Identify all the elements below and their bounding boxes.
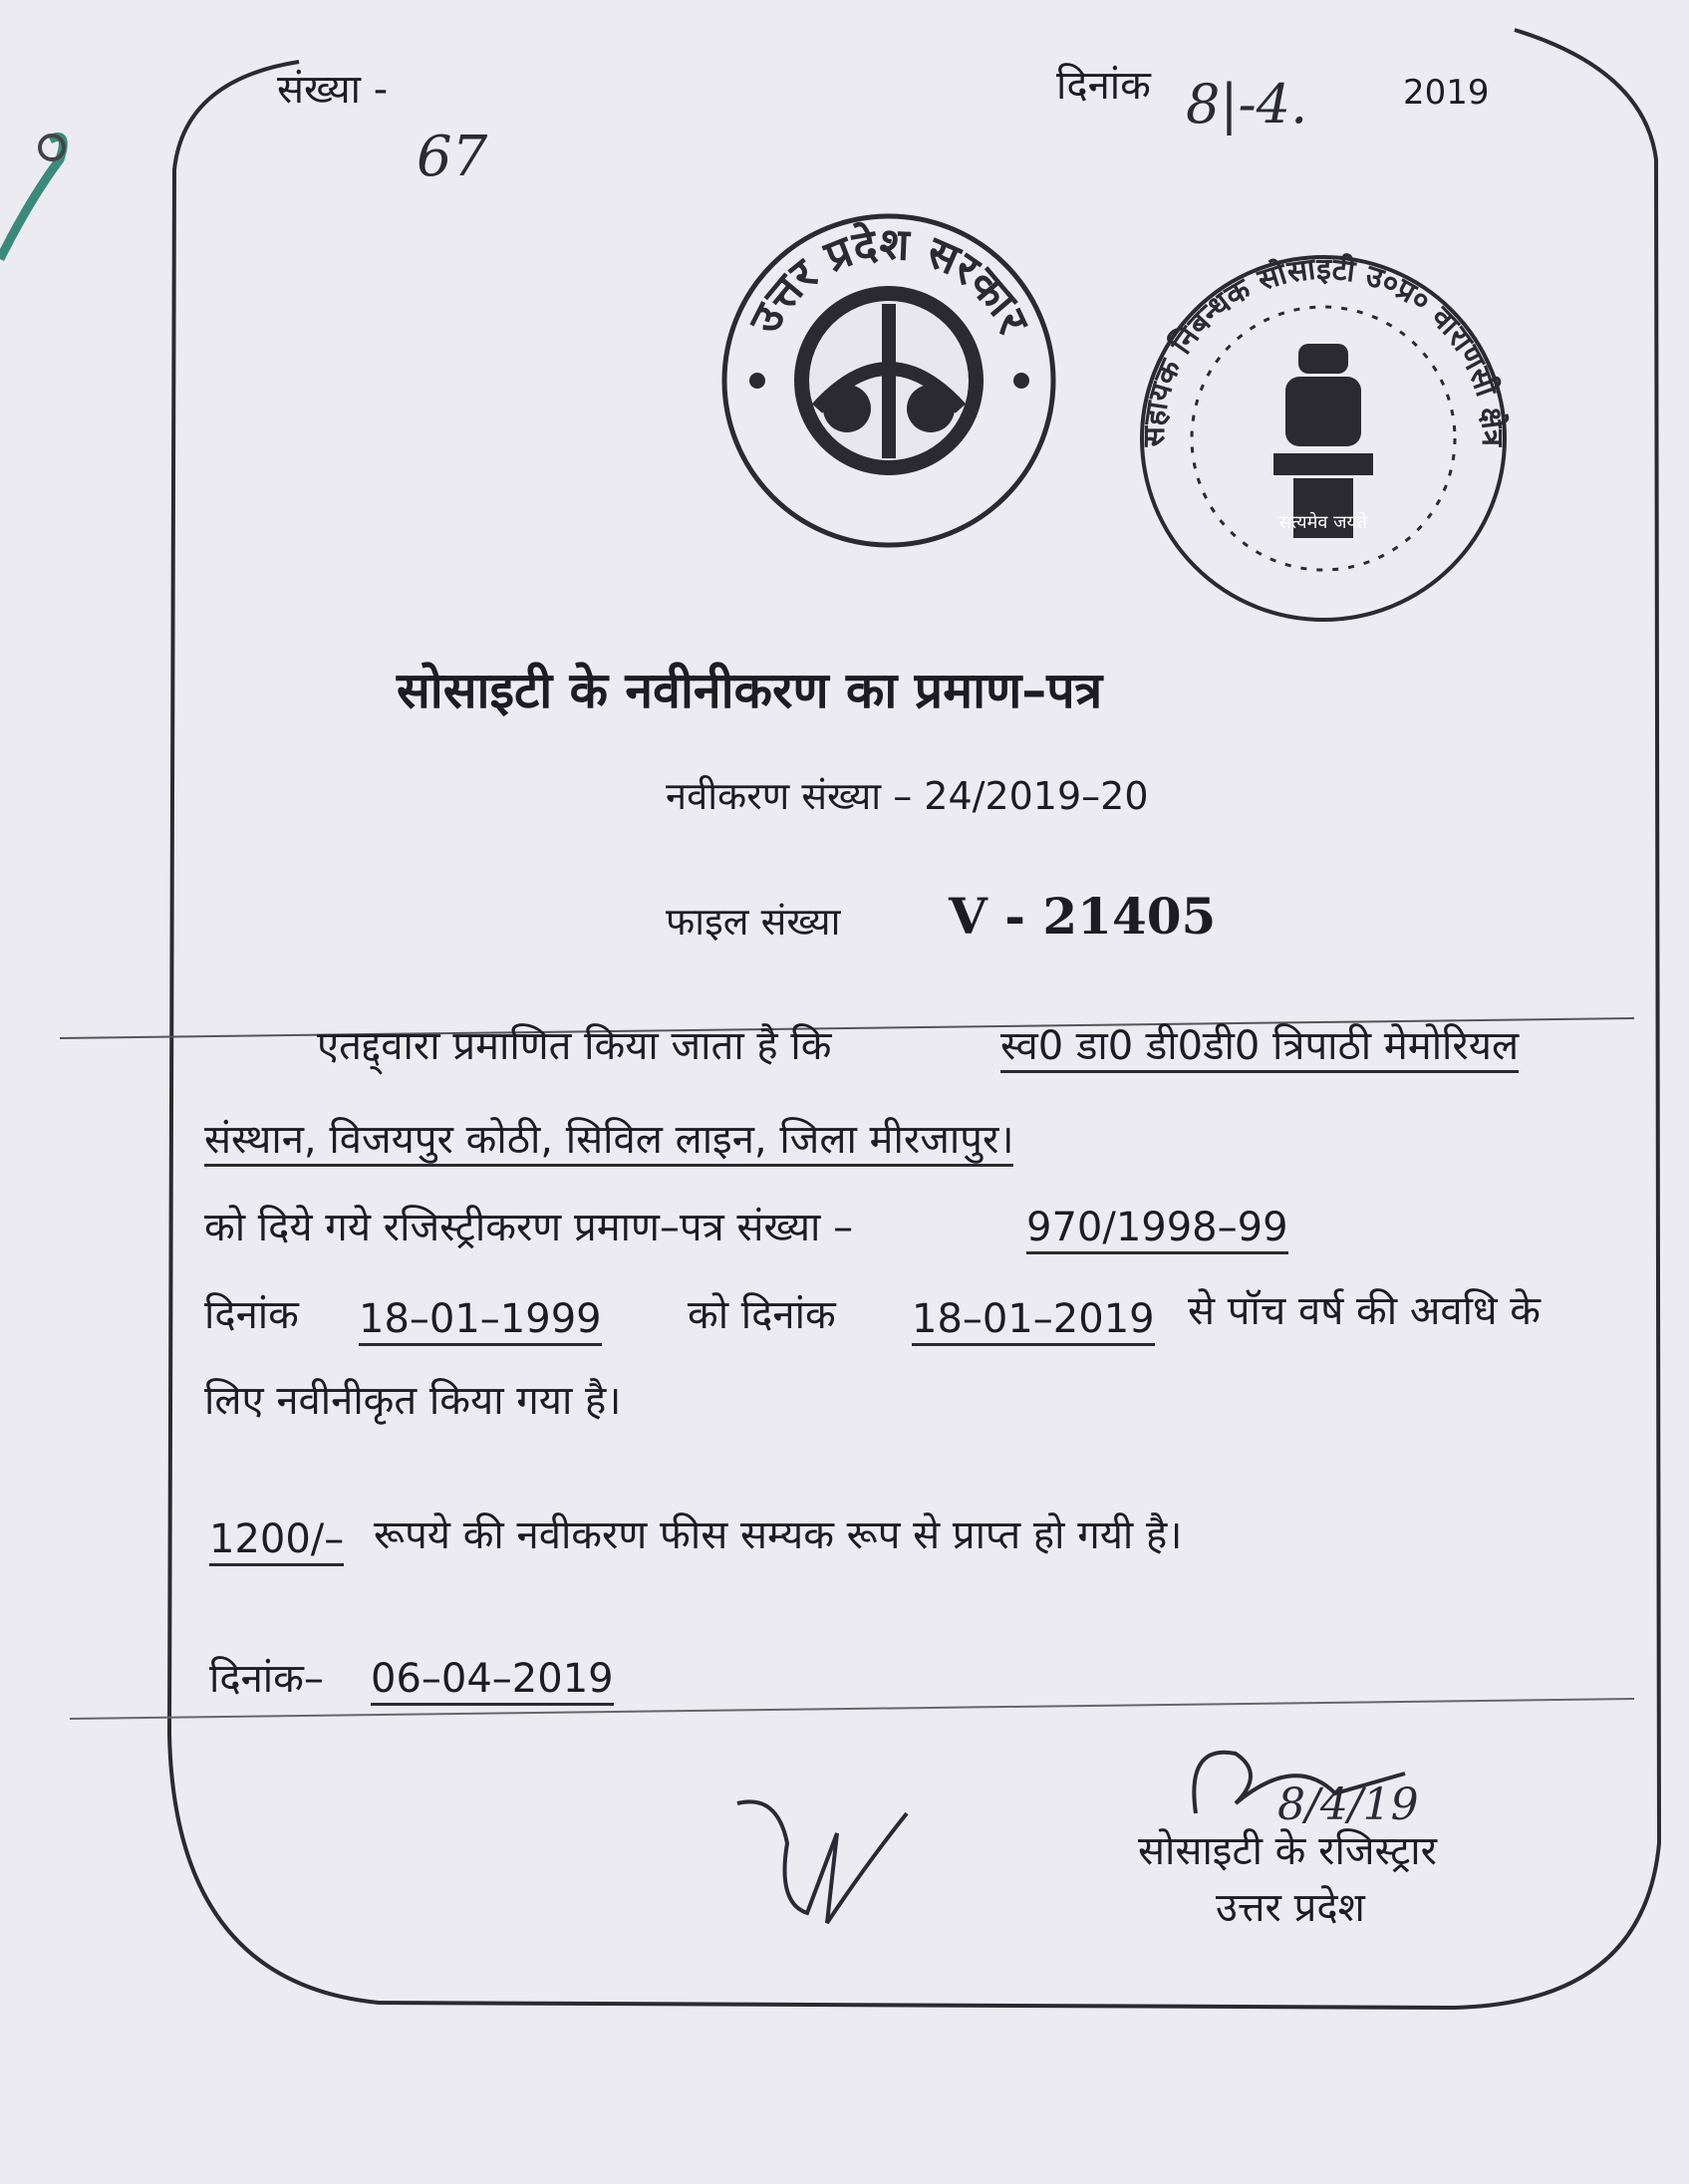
signature-date: 8/4/19 bbox=[1277, 1779, 1419, 1830]
fee-text: रूपये की नवीकरण फीस सम्यक रूप से प्राप्त हो गयी है। bbox=[374, 1512, 1183, 1558]
file-number: V - 21405 bbox=[949, 887, 1217, 946]
line3-prefix: को दिये गये रजिस्ट्रीकरण प्रमाण–पत्र संख्या – bbox=[204, 1205, 854, 1250]
line1-prefix: एतद्द्वारा प्रमाणित किया जाता है कि bbox=[317, 1023, 832, 1069]
officer-initials bbox=[717, 1783, 917, 1933]
office-seal bbox=[1134, 249, 1513, 628]
registrar-state: उत्तर प्रदेश bbox=[1216, 1885, 1365, 1931]
year-top: 2019 bbox=[1403, 73, 1490, 113]
handwritten-number: 67 bbox=[417, 125, 488, 189]
line4-date-label: दिनांक bbox=[204, 1292, 299, 1338]
date-label-top: दिनांक bbox=[1056, 63, 1151, 109]
line4-suffix: से पॉच वर्ष की अवधि के bbox=[1188, 1288, 1542, 1334]
registration-number: 970/1998–99 bbox=[1026, 1208, 1288, 1254]
seal-motto: सत्यमेव जयते bbox=[1278, 512, 1368, 533]
emblem-text: उत्तर प्रदेश सरकार bbox=[739, 218, 1039, 342]
society-name-line1: स्व0 डा0 डी0डी0 त्रिपाठी मेमोरियल bbox=[1000, 1026, 1519, 1073]
registration-date: 18–01–1999 bbox=[359, 1299, 602, 1346]
registrar-title: सोसाइटी के रजिस्ट्रार bbox=[1138, 1828, 1437, 1874]
handwritten-date-top: 8|-4. bbox=[1186, 73, 1308, 136]
seal-text: सहायक निबन्धक सोसाइटी उ०प्र० वाराणसी क्षेत्र bbox=[1136, 251, 1511, 447]
renewal-date: 18–01–2019 bbox=[912, 1299, 1155, 1346]
issue-date-label: दिनांक– bbox=[209, 1656, 324, 1702]
file-label: फाइल संख्या bbox=[666, 900, 841, 944]
renewal-number: नवीकरण संख्या – 24/2019–20 bbox=[666, 774, 1149, 818]
fee-amount: 1200/– bbox=[209, 1519, 344, 1566]
line5: लिए नवीनीकृत किया गया है। bbox=[204, 1378, 622, 1424]
number-label: संख्या - bbox=[277, 67, 389, 113]
society-name-line2: संस्थान, विजयपुर कोठी, सिविल लाइन, जिला मीरजापुर। bbox=[204, 1120, 1013, 1167]
issue-date: 06–04–2019 bbox=[371, 1659, 614, 1706]
up-government-emblem bbox=[717, 209, 1061, 553]
certificate-title: सोसाइटी के नवीनीकरण का प्रमाण–पत्र bbox=[397, 662, 1103, 719]
line4-mid: को दिनांक bbox=[688, 1292, 836, 1338]
